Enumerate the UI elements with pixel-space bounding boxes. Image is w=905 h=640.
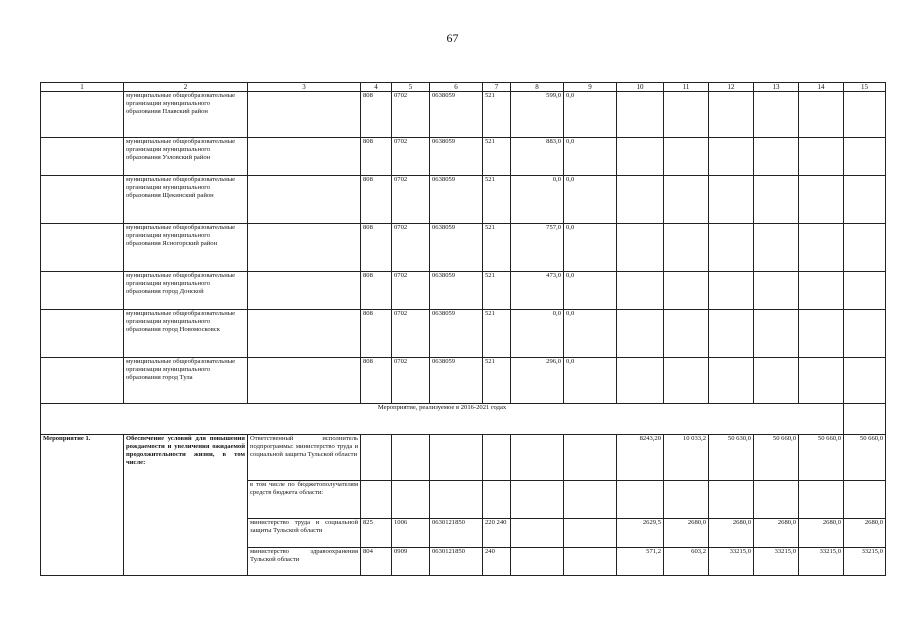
- table-row: [41, 272, 886, 310]
- table-cell: [41, 358, 124, 404]
- org-name-cell: муниципальные общеобразовательные организации муниципального образования город Тула: [124, 358, 248, 404]
- table-cell: [430, 481, 483, 519]
- table-cell: [754, 176, 799, 224]
- table-cell: [617, 176, 664, 224]
- value-cell: 50 630,0: [709, 435, 754, 481]
- table-cell: [709, 92, 754, 138]
- table-cell: [754, 310, 799, 358]
- table-cell: [844, 138, 886, 176]
- table-cell: [564, 548, 617, 576]
- table-row: [41, 176, 886, 224]
- table-cell: [41, 92, 124, 138]
- code-cell: 0638059: [430, 272, 483, 310]
- header-cell: 3: [248, 83, 361, 92]
- measure-row: [41, 435, 886, 481]
- org-name-cell: муниципальные общеобразовательные организации муниципального образования Узловский район: [124, 138, 248, 176]
- table-cell: [664, 310, 709, 358]
- table-cell: [617, 358, 664, 404]
- table-cell: [799, 92, 844, 138]
- code-cell: 808: [361, 176, 392, 224]
- table-cell: [709, 481, 754, 519]
- table-cell: [564, 435, 617, 481]
- code-cell: 808: [361, 224, 392, 272]
- table-cell: [799, 310, 844, 358]
- header-row: [41, 83, 886, 92]
- header-cell: 4: [361, 83, 392, 92]
- table-cell: [511, 548, 564, 576]
- value-cell: 571,2: [617, 548, 664, 576]
- code-cell: 521: [483, 224, 511, 272]
- table-cell: [754, 138, 799, 176]
- header-cell: 9: [564, 83, 617, 92]
- table-cell: [844, 272, 886, 310]
- value-cell: 0,0: [564, 358, 617, 404]
- org-name-cell: муниципальные общеобразовательные организации муниципального образования Плавский район: [124, 92, 248, 138]
- table-cell: [248, 138, 361, 176]
- code-cell: 0702: [392, 272, 430, 310]
- code-cell: 521: [483, 176, 511, 224]
- code-cell: 0702: [392, 224, 430, 272]
- table-cell: [41, 272, 124, 310]
- code-cell: 521: [483, 138, 511, 176]
- table-row: [41, 224, 886, 272]
- header-cell: 2: [124, 83, 248, 92]
- table-row: [41, 92, 886, 138]
- table-cell: [41, 310, 124, 358]
- value-cell: 2680,0: [754, 519, 799, 548]
- value-cell: 0,0: [564, 138, 617, 176]
- value-cell: 0,0: [511, 310, 564, 358]
- code-cell: 0638059: [430, 224, 483, 272]
- table-cell: [361, 435, 392, 481]
- org-name-cell: муниципальные общеобразовательные организации муниципального образования Ясногорский район: [124, 224, 248, 272]
- value-cell: 2680,0: [709, 519, 754, 548]
- code-cell: 808: [361, 92, 392, 138]
- value-cell: 2680,0: [799, 519, 844, 548]
- table-cell: [248, 92, 361, 138]
- code-cell: 808: [361, 310, 392, 358]
- table-cell: [664, 176, 709, 224]
- table-cell: [617, 310, 664, 358]
- table-cell: [617, 138, 664, 176]
- header-cell: 1: [41, 83, 124, 92]
- table-cell: [754, 358, 799, 404]
- measure-description: Обеспечение условий для повышения рождаемости и увеличения ожидаемой продолжительности жизни, в том числе:: [124, 435, 248, 576]
- value-cell: 0,0: [564, 310, 617, 358]
- code-cell: 0638059: [430, 92, 483, 138]
- table-cell: [248, 224, 361, 272]
- code-cell: 0702: [392, 138, 430, 176]
- code-cell: 1006: [392, 519, 430, 548]
- table-cell: [248, 176, 361, 224]
- value-cell: 2680,0: [844, 519, 886, 548]
- section-row: [41, 404, 886, 435]
- code-cell: 0702: [392, 310, 430, 358]
- table-row: [41, 358, 886, 404]
- table-cell: [754, 224, 799, 272]
- value-cell: 603,2: [664, 548, 709, 576]
- table-cell: [41, 138, 124, 176]
- value-cell: 296,0: [511, 358, 564, 404]
- budget-table: [40, 82, 886, 576]
- value-cell: 883,0: [511, 138, 564, 176]
- code-cell: 0630121850: [430, 519, 483, 548]
- value-cell: 33215,0: [799, 548, 844, 576]
- table-cell: [361, 481, 392, 519]
- table-cell: [709, 176, 754, 224]
- header-cell: 15: [844, 83, 886, 92]
- table-cell: [664, 272, 709, 310]
- code-cell: 825: [361, 519, 392, 548]
- code-cell: 0909: [392, 548, 430, 576]
- header-cell: 8: [511, 83, 564, 92]
- header-cell: 14: [799, 83, 844, 92]
- org-name-cell: муниципальные общеобразовательные организации муниципального образования Щекинский район: [124, 176, 248, 224]
- page-number: 67: [446, 31, 459, 45]
- header-cell: 5: [392, 83, 430, 92]
- table-cell: [844, 310, 886, 358]
- org-name-cell: муниципальные общеобразовательные организации муниципального образования город Донской: [124, 272, 248, 310]
- code-cell: 804: [361, 548, 392, 576]
- table-cell: [664, 92, 709, 138]
- code-cell: 0702: [392, 176, 430, 224]
- table-cell: [248, 310, 361, 358]
- code-cell: 0638059: [430, 358, 483, 404]
- table-cell: [799, 481, 844, 519]
- code-cell: 0702: [392, 358, 430, 404]
- header-cell: 7: [483, 83, 511, 92]
- table-cell: [799, 358, 844, 404]
- code-cell: 0638059: [430, 138, 483, 176]
- code-cell: 240: [483, 548, 511, 576]
- table-cell: [754, 481, 799, 519]
- value-cell: 2680,0: [664, 519, 709, 548]
- header-cell: 13: [754, 83, 799, 92]
- table-cell: [511, 481, 564, 519]
- table-cell: [844, 176, 886, 224]
- value-cell: 33215,0: [754, 548, 799, 576]
- code-cell: 220 240: [483, 519, 511, 548]
- value-cell: 33215,0: [844, 548, 886, 576]
- value-cell: 50 660,0: [799, 435, 844, 481]
- table-cell: [709, 358, 754, 404]
- table-cell: [799, 224, 844, 272]
- section-title: Мероприятие, реализуемое в 2016-2021 годах: [41, 404, 844, 435]
- table-cell: [248, 272, 361, 310]
- table-cell: [664, 358, 709, 404]
- table-cell: [754, 272, 799, 310]
- value-cell: 10 033,2: [664, 435, 709, 481]
- table-cell: [664, 481, 709, 519]
- table-cell: [392, 481, 430, 519]
- table-cell: [844, 92, 886, 138]
- table-cell: [564, 519, 617, 548]
- table-cell: [41, 224, 124, 272]
- value-cell: 473,0: [511, 272, 564, 310]
- code-cell: 0702: [392, 92, 430, 138]
- code-cell: 0638059: [430, 176, 483, 224]
- table-cell: [483, 435, 511, 481]
- value-cell: 50 660,0: [754, 435, 799, 481]
- value-cell: 0,0: [511, 176, 564, 224]
- table-cell: [844, 481, 886, 519]
- table-cell: [430, 435, 483, 481]
- table-cell: [709, 272, 754, 310]
- code-cell: 808: [361, 138, 392, 176]
- measure-label: Мероприятие 1.: [41, 435, 124, 576]
- table-cell: [709, 224, 754, 272]
- including-cell: в том числе по бюджетополучателям средств бюджета области:: [248, 481, 361, 519]
- table-cell: [664, 224, 709, 272]
- org-name-cell: муниципальные общеобразовательные организации муниципального образования город Новомосковск: [124, 310, 248, 358]
- table-cell: [483, 481, 511, 519]
- value-cell: 8243,20: [617, 435, 664, 481]
- table-cell: [709, 138, 754, 176]
- recipient-cell: министерство здравоохранения Тульской области: [248, 548, 361, 576]
- value-cell: 0,0: [564, 224, 617, 272]
- responsible-cell: Ответственный исполнитель подпрограммы: министерство труда и социальной защиты Тульской области: [248, 435, 361, 481]
- table-cell: [664, 138, 709, 176]
- code-cell: 521: [483, 310, 511, 358]
- table-cell: [799, 138, 844, 176]
- code-cell: 808: [361, 358, 392, 404]
- value-cell: 50 660,0: [844, 435, 886, 481]
- header-cell: 10: [617, 83, 664, 92]
- table-cell: [844, 224, 886, 272]
- code-cell: 521: [483, 92, 511, 138]
- table-cell: [617, 481, 664, 519]
- value-cell: 757,0: [511, 224, 564, 272]
- table-row: [41, 310, 886, 358]
- code-cell: 521: [483, 272, 511, 310]
- table-cell: [754, 92, 799, 138]
- recipient-cell: министерство труда и социальной защиты Тульской области: [248, 519, 361, 548]
- code-cell: 0638059: [430, 310, 483, 358]
- table-cell: [617, 272, 664, 310]
- table-cell: [799, 272, 844, 310]
- value-cell: 0,0: [564, 176, 617, 224]
- value-cell: 2629,5: [617, 519, 664, 548]
- table-cell: [41, 176, 124, 224]
- value-cell: 599,0: [511, 92, 564, 138]
- header-cell: 12: [709, 83, 754, 92]
- table-cell: [511, 519, 564, 548]
- code-cell: 521: [483, 358, 511, 404]
- value-cell: 0,0: [564, 92, 617, 138]
- table-cell: [392, 435, 430, 481]
- table-cell: [564, 481, 617, 519]
- code-cell: 808: [361, 272, 392, 310]
- header-cell: 11: [664, 83, 709, 92]
- table-cell: [709, 310, 754, 358]
- code-cell: 0630121850: [430, 548, 483, 576]
- table-cell: [617, 224, 664, 272]
- table-cell: [799, 176, 844, 224]
- table-cell: [248, 358, 361, 404]
- header-cell: 6: [430, 83, 483, 92]
- value-cell: 33215,0: [709, 548, 754, 576]
- value-cell: 0,0: [564, 272, 617, 310]
- table-cell: [617, 92, 664, 138]
- table-cell: [844, 358, 886, 404]
- table-row: [41, 138, 886, 176]
- table-cell: [511, 435, 564, 481]
- table-cell: [844, 404, 886, 435]
